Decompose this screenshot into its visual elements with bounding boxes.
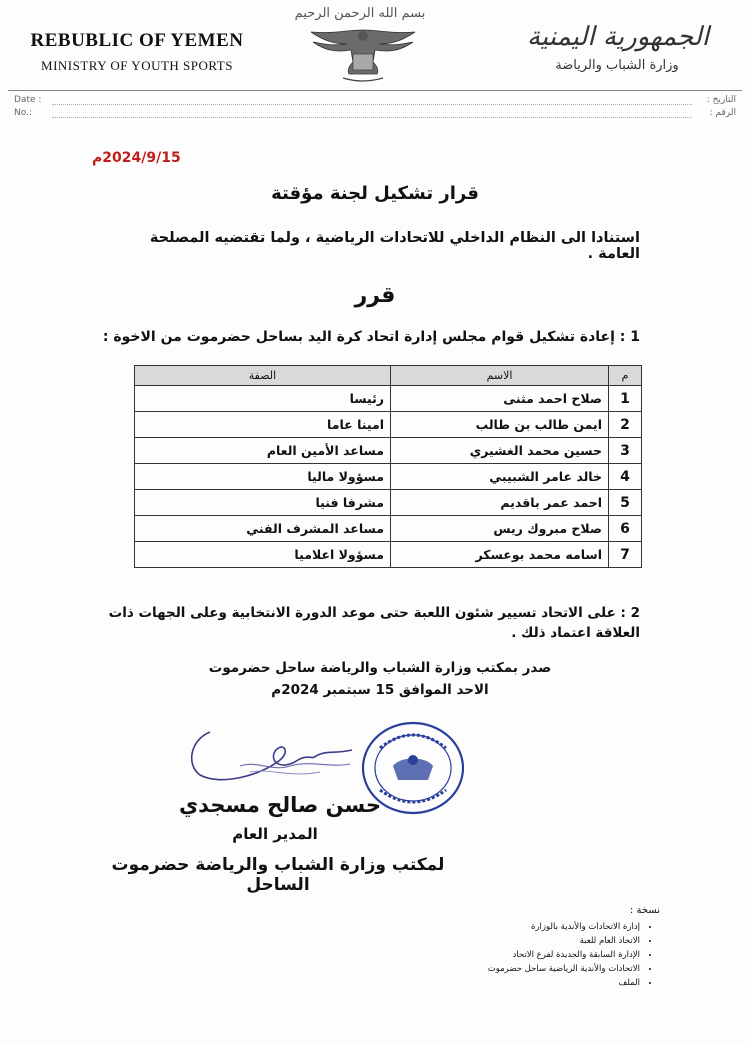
number-label-en: No.: — [14, 108, 32, 118]
row-number: 1 — [609, 386, 642, 412]
table-row — [135, 516, 642, 542]
member-role: مسؤولا اعلاميا — [135, 542, 391, 568]
decision-heading: قرر — [354, 283, 396, 308]
list-item: • الاتحاد العام للعبة — [380, 934, 640, 948]
decision-item-2: 2 : على الاتحاد تسيير شئون اللعبة حتى موعد الدورة الانتخابية وعلى الجهات ذات العلاقة اعتماد ذلك . — [108, 605, 640, 641]
document-date: 2024/9/15م — [92, 150, 181, 166]
member-role: امينا عاما — [135, 412, 391, 438]
member-name: صلاح مبروك ريس — [391, 516, 609, 542]
header-role: الصفة — [135, 366, 391, 386]
member-role: رئيسا — [135, 386, 391, 412]
date-dotted-line — [52, 104, 692, 105]
table-row — [135, 386, 642, 412]
member-role: مساعد المشرف الفني — [135, 516, 391, 542]
document-title: قرار تشكيل لجنة مؤقتة — [271, 183, 479, 204]
member-name: ايمن طالب بن طالب — [391, 412, 609, 438]
row-number: 5 — [609, 490, 642, 516]
list-item: • إدارة الاتحادات والأندية بالوزارة — [380, 920, 640, 934]
member-name: اسامه محمد بوعسكر — [391, 542, 609, 568]
table-row — [135, 412, 642, 438]
eagle-emblem-icon — [303, 22, 423, 84]
row-number: 2 — [609, 412, 642, 438]
member-name: خالد عامر الشبيبي — [391, 464, 609, 490]
copies-label: نسخة : — [629, 905, 660, 916]
letterhead-ar-title: الجمهورية اليمنية — [526, 22, 710, 52]
member-role: مسؤولا ماليا — [135, 464, 391, 490]
basmala: بسم الله الرحمن الرحيم — [294, 6, 426, 21]
table-row — [135, 438, 642, 464]
date-label-ar: التاريخ : — [706, 95, 736, 105]
members-table — [134, 365, 642, 568]
decision-item-1: 1 : إعادة تشكيل قوام مجلس إدارة اتحاد كرة اليد بساحل حضرموت من الاخوة : — [102, 329, 640, 345]
copies-list — [380, 920, 654, 990]
letterhead-ar-ministry: وزارة الشباب والرياضة — [555, 58, 679, 73]
table-header-row — [135, 366, 642, 386]
row-number: 4 — [609, 464, 642, 490]
legal-basis: استنادا الى النظام الداخلي للاتحادات الرياضية ، ولما تقتضيه المصلحة العامة . — [149, 230, 640, 262]
row-number: 3 — [609, 438, 642, 464]
date-label-en: Date : — [14, 95, 42, 105]
row-number: 7 — [609, 542, 642, 568]
table-row — [135, 464, 642, 490]
handwritten-signature-icon — [180, 720, 360, 800]
list-item: • الاتحادات والأندية الرياضية ساحل حضرموت — [380, 962, 640, 976]
list-item: • الإدارة السابقة والجديدة لفرع الاتحاد — [380, 948, 640, 962]
issuance-place: صدر بمكتب وزارة الشباب والرياضة ساحل حضرموت — [208, 660, 552, 676]
number-dotted-line — [52, 117, 692, 118]
member-name: صلاح احمد مثنى — [391, 386, 609, 412]
table-row — [135, 490, 642, 516]
signatory-role: المدير العام — [232, 825, 318, 843]
row-number: 6 — [609, 516, 642, 542]
header-name: الاسم — [391, 366, 609, 386]
header-divider — [8, 90, 742, 91]
issuance-date: الاحد الموافق 15 سبتمبر 2024م — [271, 682, 489, 698]
member-role: مساعد الأمين العام — [135, 438, 391, 464]
member-role: مشرفا فنيا — [135, 490, 391, 516]
number-label-ar: الرقم : — [709, 108, 736, 118]
member-name: حسين محمد الغشيري — [391, 438, 609, 464]
letterhead-en-title: REBUBLIC OF YEMEN — [30, 30, 244, 51]
table-row — [135, 542, 642, 568]
letterhead-en-ministry: MINISTRY OF YOUTH SPORTS — [41, 58, 233, 73]
signatory-office: لمكتب وزارة الشباب والرياضة حضرموت الساحل — [111, 855, 445, 895]
list-item: • الملف — [380, 976, 640, 990]
signatory-name: حسن صالح مسجدي — [178, 793, 382, 817]
issuance-block — [200, 657, 560, 701]
header-num: م — [609, 366, 642, 386]
member-name: احمد عمر باقديم — [391, 490, 609, 516]
